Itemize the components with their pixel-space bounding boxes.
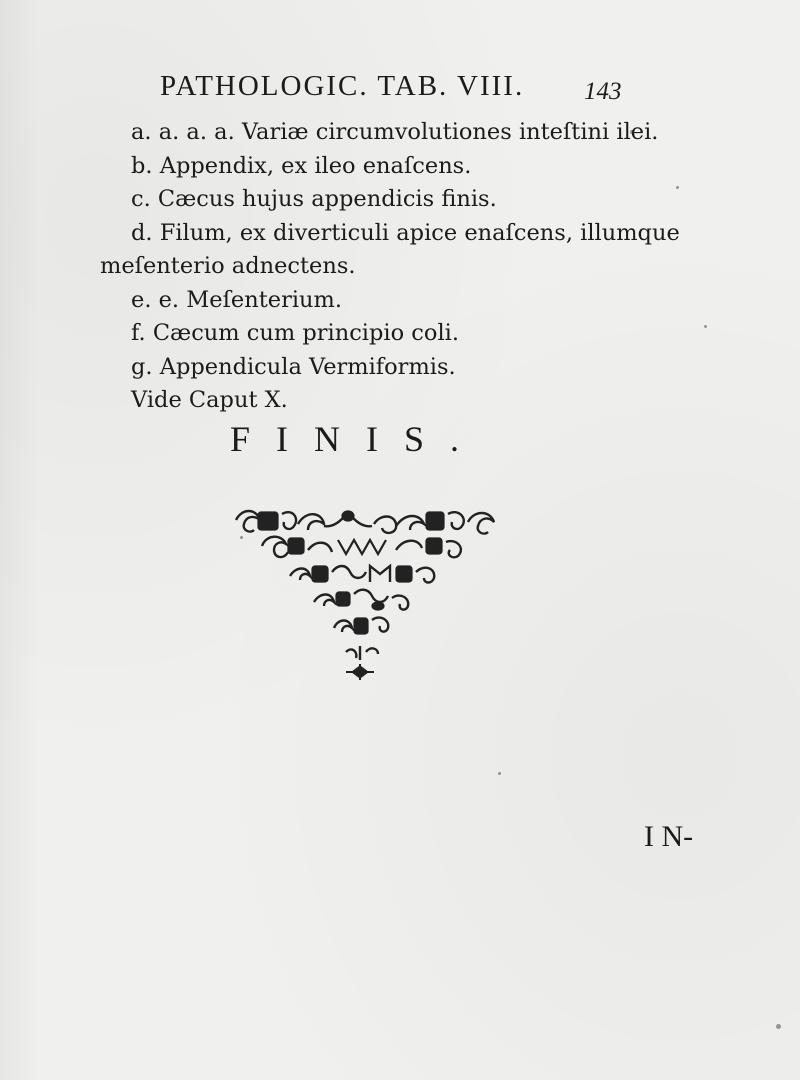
paper-speck — [776, 1024, 781, 1029]
paper-speck — [240, 536, 243, 539]
paper-speck — [676, 186, 679, 189]
legend-line: f. Cæcum cum principio coli. — [131, 320, 459, 346]
catchword: I N- — [644, 820, 694, 853]
paper-speck — [704, 325, 707, 328]
tailpiece-ornament-icon — [228, 502, 518, 692]
running-head — [160, 70, 660, 110]
legend-line: b. Appendix, ex ileo enaſcens. — [131, 152, 472, 179]
legend-line: Vide Caput X. — [131, 387, 288, 413]
running-head-title: PATHOLOGIC. TAB. VIII. — [160, 70, 525, 102]
paper-speck — [630, 130, 634, 134]
legend-line: a. a. a. a. Variæ circumvolutiones inteſtini ilei. — [131, 119, 659, 145]
legend-line: d. Filum, ex diverticuli apice enaſcens, illumque — [131, 219, 680, 246]
plate-legend — [100, 116, 700, 418]
legend-line: g. Appendicula Vermiformis. — [131, 353, 456, 380]
page-number: 143 — [584, 78, 622, 105]
finis-heading: FINIS. — [230, 419, 486, 459]
legend-line: e. e. Meſenterium. — [131, 286, 343, 313]
legend-line: meſenterio adnectens. — [100, 253, 356, 279]
paper-speck — [498, 772, 501, 775]
legend-line: c. Cæcus hujus appendicis finis. — [131, 186, 497, 212]
